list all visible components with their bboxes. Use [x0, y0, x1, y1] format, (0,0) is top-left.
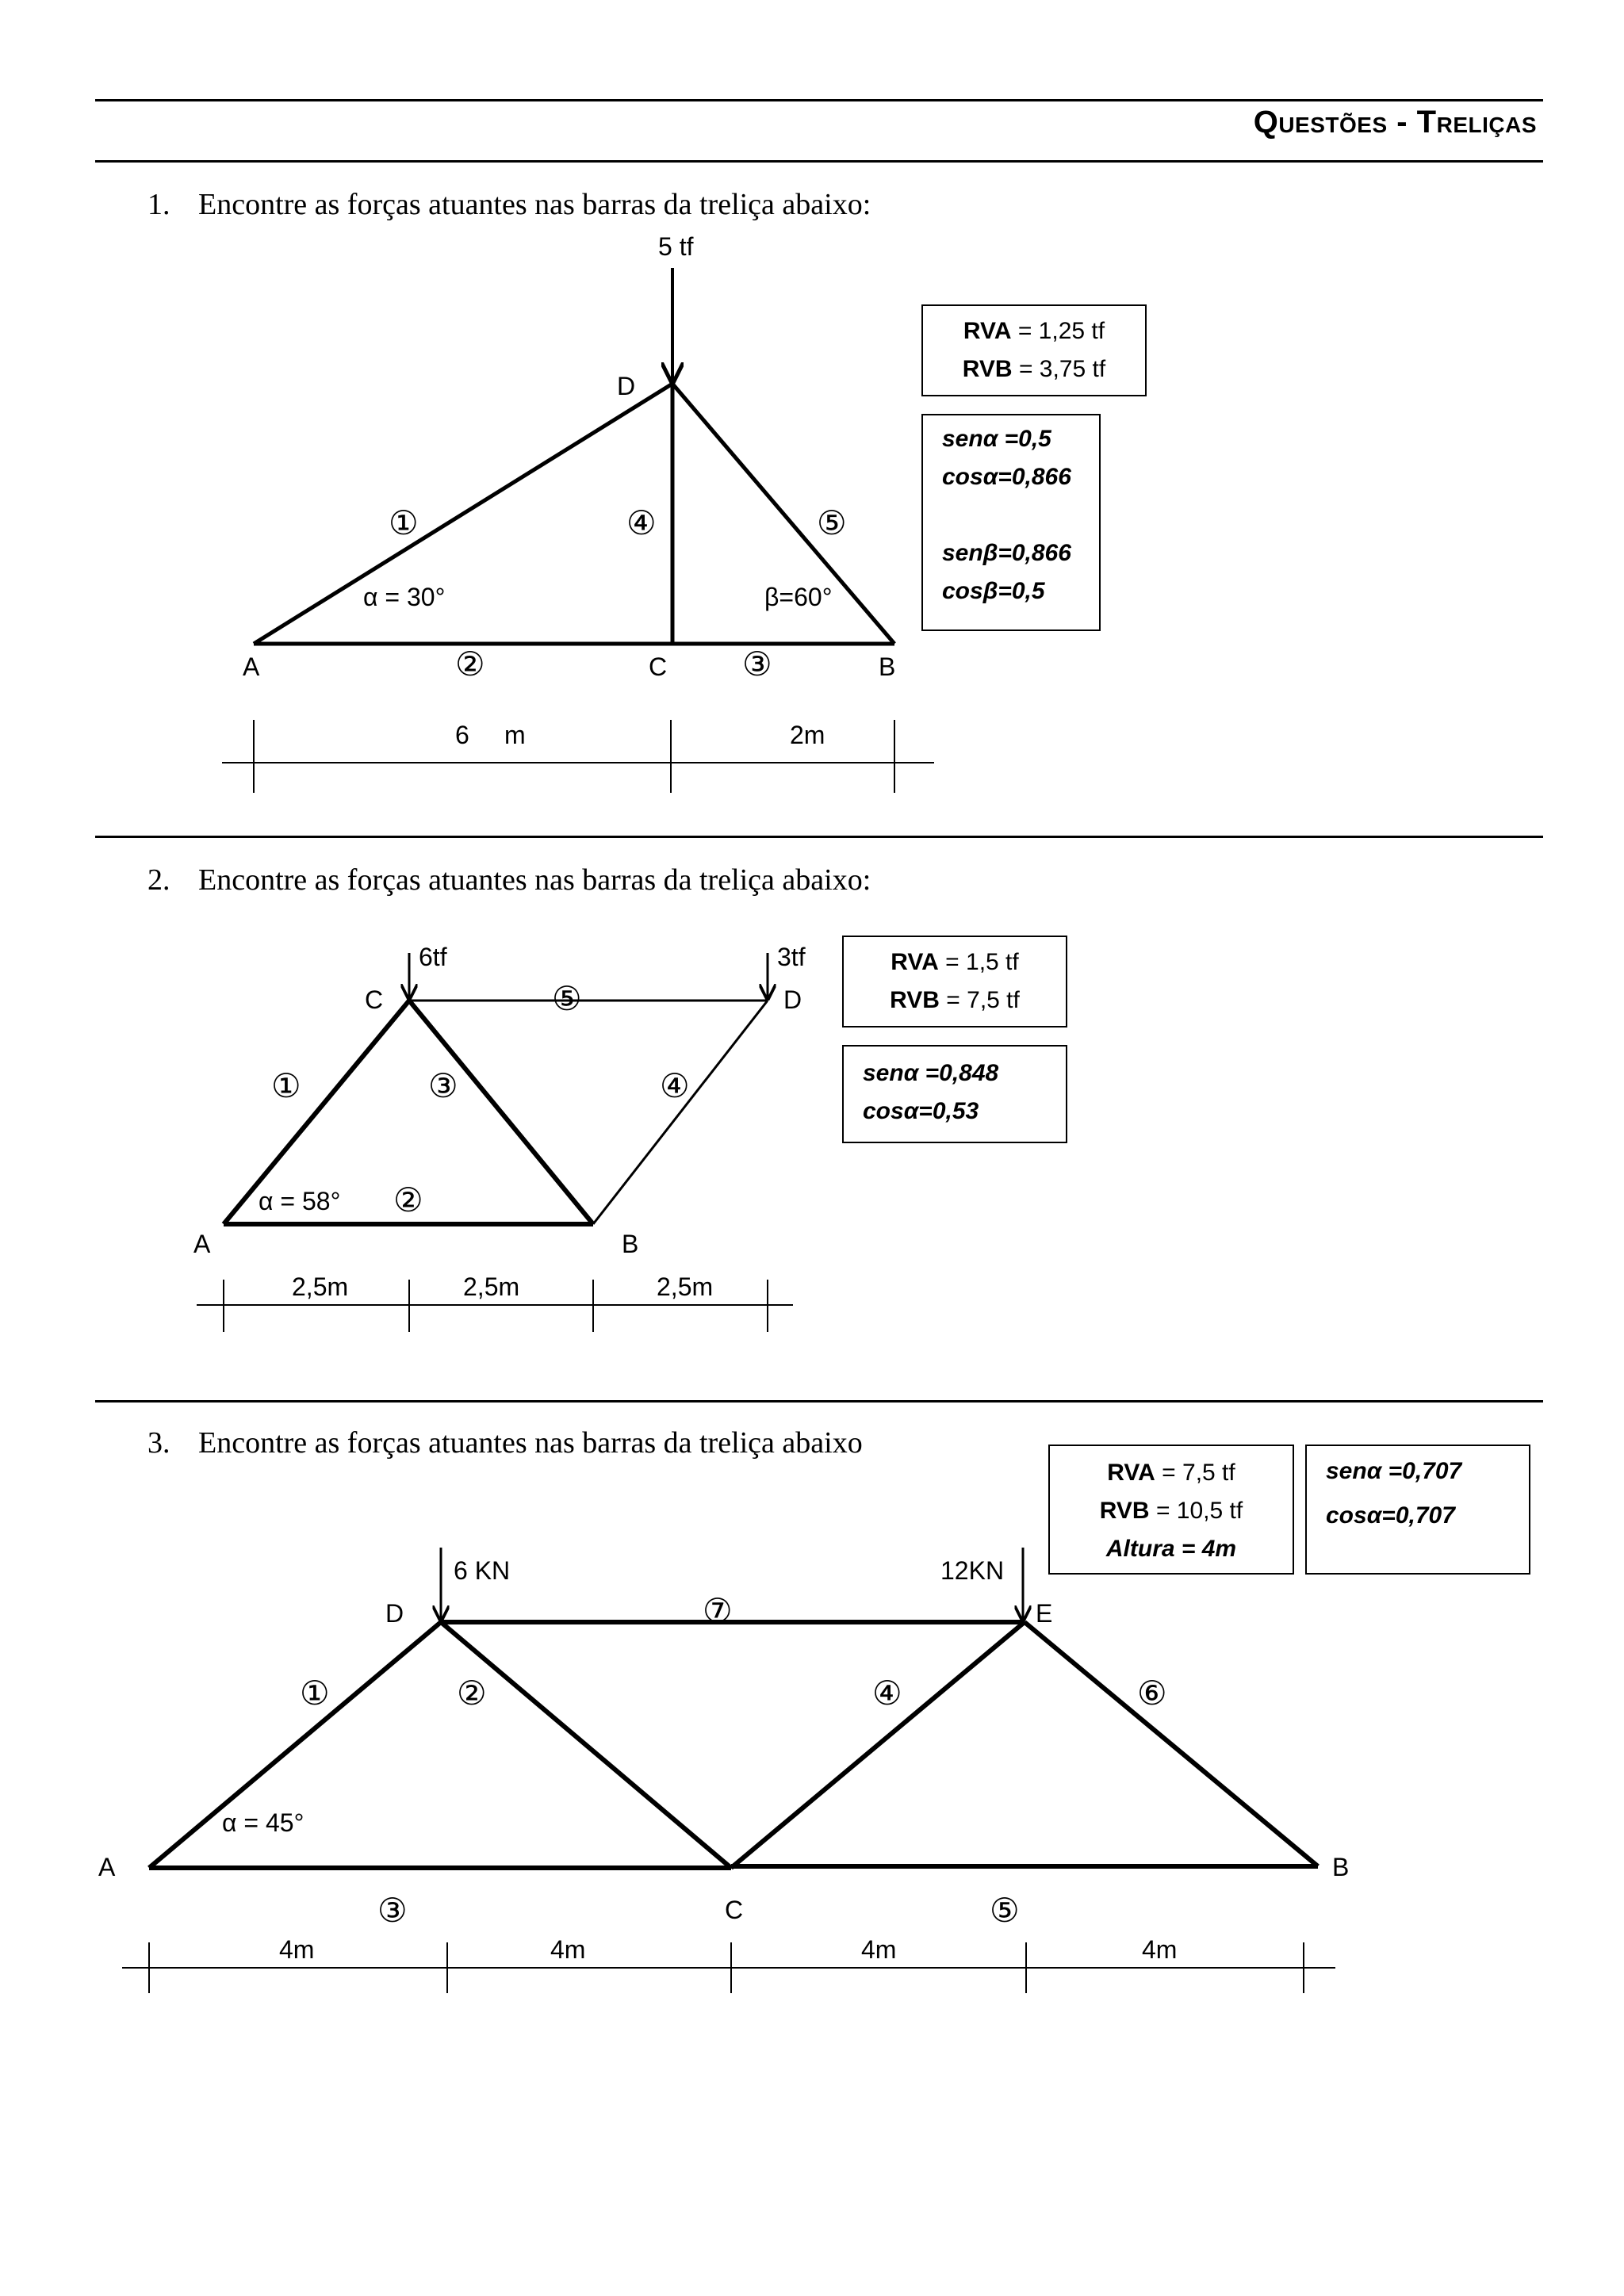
load-label: 5 tf	[658, 232, 694, 261]
member-1-label: ①	[389, 504, 419, 541]
node-e-label: E	[1036, 1599, 1053, 1628]
node-d-label: D	[617, 372, 636, 400]
member-5-label: ⑤	[817, 504, 847, 541]
member-2-label: ②	[457, 1674, 487, 1712]
rvb-label: RVB	[962, 356, 1013, 382]
rvb-value: = 7,5 tf	[939, 987, 1020, 1013]
node-c-label: C	[365, 985, 384, 1014]
sin-beta: senβ=0,866	[942, 540, 1071, 566]
node-a-label: A	[98, 1853, 116, 1881]
reactions-box-3	[1048, 1445, 1294, 1575]
height-value: Altura = 4m	[1105, 1536, 1237, 1562]
member-5-label: ⑤	[990, 1892, 1020, 1929]
member-3-label: ③	[428, 1067, 458, 1104]
member-7-label: ⑦	[703, 1592, 733, 1629]
dimension-label: 2,5m	[463, 1272, 520, 1301]
sin-alpha: senα =0,707	[1326, 1458, 1462, 1484]
member-3-label: ③	[742, 645, 772, 683]
dimension-label: 2,5m	[657, 1272, 714, 1301]
trig-box-3	[1305, 1445, 1530, 1575]
node-b-label: B	[1332, 1853, 1350, 1881]
page-title: Questões - Treliças	[1253, 105, 1537, 140]
cos-alpha: cosα=0,53	[863, 1098, 979, 1124]
rva-value: = 1,5 tf	[938, 949, 1019, 975]
rva-label: RVA	[891, 949, 939, 975]
member-3-line	[409, 1001, 593, 1224]
member-4-label: ④	[872, 1674, 902, 1712]
question-text: Encontre as forças atuantes nas barras da treliça abaixo	[198, 1426, 863, 1460]
node-a-label: A	[193, 1230, 211, 1258]
node-c-label: C	[649, 652, 668, 681]
question-number: 3.	[147, 1426, 170, 1460]
node-b-label: B	[879, 652, 896, 681]
dimension-label: 4m	[550, 1935, 586, 1964]
member-4-line	[593, 1001, 768, 1224]
dimension-label: 6	[455, 721, 469, 749]
member-1-label: ①	[271, 1067, 301, 1104]
reactions-box-2	[842, 936, 1067, 1027]
cos-alpha: cosα=0,707	[1326, 1502, 1455, 1529]
rva-label: RVA	[963, 318, 1012, 344]
member-2-label: ②	[455, 645, 485, 683]
dimension-label: m	[504, 721, 526, 749]
dimension-label: 4m	[861, 1935, 897, 1964]
cos-beta: cosβ=0,5	[942, 578, 1045, 604]
question-text: Encontre as forças atuantes nas barras da treliça abaixo:	[198, 188, 871, 221]
member-4-label: ④	[660, 1067, 690, 1104]
sin-alpha: senα =0,848	[863, 1060, 999, 1086]
load-label: 3tf	[777, 943, 806, 971]
alpha-angle-label: α = 45°	[222, 1808, 304, 1837]
rva-value: = 7,5 tf	[1155, 1460, 1235, 1486]
node-a-label: A	[243, 652, 260, 681]
node-c-label: C	[725, 1896, 744, 1924]
question-number: 1.	[147, 188, 170, 221]
member-1-line	[254, 384, 672, 644]
trig-box-2	[842, 1045, 1067, 1143]
member-3-label: ③	[377, 1892, 408, 1929]
question-number: 2.	[147, 863, 170, 897]
member-6-label: ⑥	[1137, 1674, 1167, 1712]
reactions-box-1	[921, 304, 1147, 396]
load-label: 6tf	[419, 943, 447, 971]
beta-angle-label: β=60°	[764, 583, 833, 611]
rvb-value: = 10,5 tf	[1149, 1498, 1243, 1524]
member-4-label: ④	[626, 504, 657, 541]
dimension-label: 4m	[1142, 1935, 1178, 1964]
member-2-line	[441, 1622, 731, 1868]
rvb-value: = 3,75 tf	[1012, 356, 1106, 382]
rva-value: = 1,25 tf	[1011, 318, 1105, 344]
load-label: 12KN	[940, 1556, 1005, 1585]
rvb-label: RVB	[890, 987, 940, 1013]
load-label: 6 KN	[454, 1556, 511, 1585]
node-b-label: B	[622, 1230, 639, 1258]
member-5-label: ⑤	[552, 980, 582, 1017]
rvb-label: RVB	[1099, 1498, 1150, 1524]
sin-alpha: senα =0,5	[942, 426, 1051, 452]
alpha-angle-label: α = 30°	[363, 583, 446, 611]
dimension-label: 2,5m	[292, 1272, 349, 1301]
alpha-angle-label: α = 58°	[259, 1187, 341, 1215]
cos-alpha: cosα=0,866	[942, 464, 1071, 490]
question-text: Encontre as forças atuantes nas barras da treliça abaixo:	[198, 863, 871, 897]
member-2-label: ②	[393, 1181, 423, 1219]
rva-label: RVA	[1107, 1460, 1155, 1486]
dimension-label: 2m	[790, 721, 825, 749]
member-6-line	[1025, 1622, 1318, 1866]
member-4-line	[731, 1622, 1025, 1868]
node-d-label: D	[385, 1599, 404, 1628]
dimension-label: 4m	[279, 1935, 315, 1964]
member-1-label: ①	[300, 1674, 330, 1712]
node-d-label: D	[783, 985, 802, 1014]
trig-box-1	[921, 414, 1101, 631]
